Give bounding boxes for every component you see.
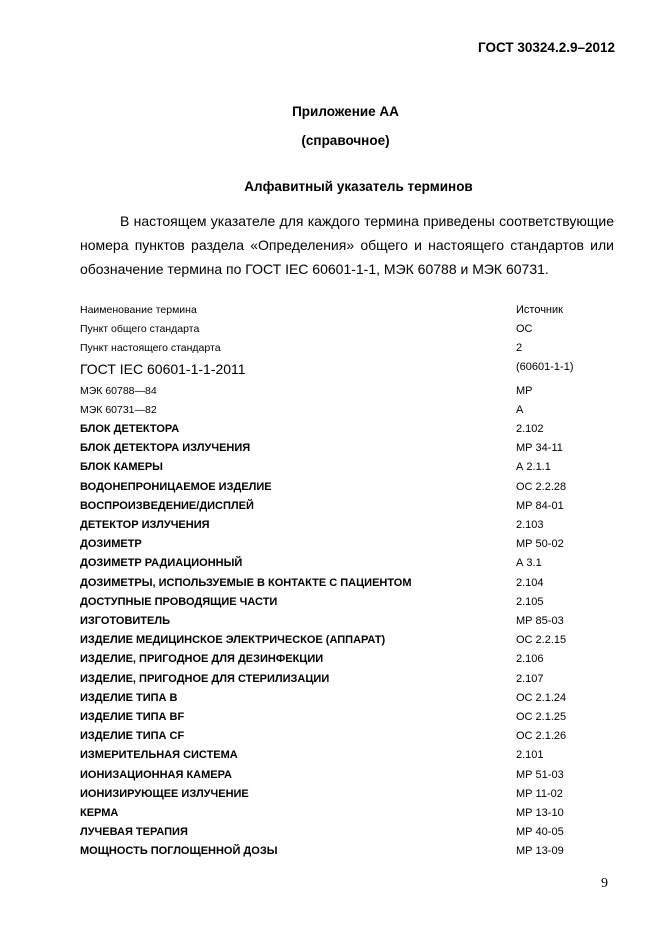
term-source: А bbox=[516, 404, 524, 416]
term-source: МР 84-01 bbox=[516, 499, 564, 512]
term-source: МР 40-05 bbox=[516, 826, 564, 839]
term-name: ИЗДЕЛИЕ ТИПА BF bbox=[80, 711, 185, 723]
term-row bbox=[80, 442, 620, 461]
term-name: ДОЗИМЕТРЫ, ИСПОЛЬЗУЕМЫЕ В КОНТАКТЕ С ПАЦИЕНТОМ bbox=[80, 576, 412, 589]
term-source: 2.102 bbox=[516, 423, 544, 435]
term-name: Пункт настоящего стандарта bbox=[80, 342, 221, 354]
legend-row bbox=[80, 304, 620, 323]
term-name: МЭК 60731—82 bbox=[80, 404, 157, 416]
term-row bbox=[80, 673, 620, 692]
term-row bbox=[80, 692, 620, 711]
term-source: МР 34-11 bbox=[516, 442, 563, 455]
term-row bbox=[80, 615, 620, 634]
term-name: ЛУЧЕВАЯ ТЕРАПИЯ bbox=[80, 826, 188, 839]
term-row bbox=[80, 538, 620, 557]
term-source: ОС 2.1.26 bbox=[516, 730, 567, 743]
term-source: (60601-1-1) bbox=[516, 361, 574, 373]
term-row bbox=[80, 481, 620, 500]
term-name: ИЗГОТОВИТЕЛЬ bbox=[80, 615, 170, 627]
term-row bbox=[80, 634, 620, 653]
term-row bbox=[80, 788, 620, 807]
term-source: МР 13-10 bbox=[516, 807, 564, 819]
term-name: КЕРМА bbox=[80, 807, 119, 819]
term-row bbox=[80, 730, 620, 749]
term-row bbox=[80, 500, 620, 519]
term-name: ИЗМЕРИТЕЛЬНАЯ СИСТЕМА bbox=[80, 749, 238, 762]
term-row bbox=[80, 577, 620, 596]
term-name: БЛОК КАМЕРЫ bbox=[80, 461, 163, 474]
term-row bbox=[80, 807, 620, 826]
term-name: БЛОК ДЕТЕКТОРА ИЗЛУЧЕНИЯ bbox=[80, 442, 251, 455]
term-name: БЛОК ДЕТЕКТОРА bbox=[80, 423, 180, 435]
term-name: ИЗДЕЛИЕ ТИПА В bbox=[80, 691, 178, 704]
term-source: ОС 2.1.24 bbox=[516, 691, 567, 704]
term-name: Пункт общего стандарта bbox=[80, 323, 200, 335]
term-name: ИОНИЗАЦИОННАЯ КАМЕРА bbox=[80, 768, 232, 781]
section-heading: Алфавитный указатель терминов bbox=[244, 179, 473, 194]
term-source: 2.104 bbox=[516, 576, 544, 589]
term-source: МР 51-03 bbox=[516, 768, 564, 781]
term-source: МР 11-02 bbox=[516, 787, 563, 800]
term-name: МЭК 60788—84 bbox=[80, 385, 157, 397]
term-row bbox=[80, 461, 620, 480]
term-row bbox=[80, 769, 620, 788]
term-row bbox=[80, 519, 620, 538]
legend-row bbox=[80, 361, 620, 380]
term-row bbox=[80, 423, 620, 442]
term-row bbox=[80, 557, 620, 576]
term-name: МОЩНОСТЬ ПОГЛОЩЕННОЙ ДОЗЫ bbox=[80, 845, 278, 858]
term-source: А 3.1 bbox=[516, 557, 542, 570]
term-name: Наименование термина bbox=[80, 304, 197, 316]
term-source: 2.106 bbox=[516, 653, 544, 666]
term-name: ГОСТ IEC 60601-1-1-2011 bbox=[80, 361, 246, 377]
term-name: ИЗДЕЛИЕ МЕДИЦИНСКОЕ ЭЛЕКТРИЧЕСКОЕ (АППАРАТ) bbox=[80, 634, 386, 647]
term-source: 2.103 bbox=[516, 519, 544, 531]
term-row bbox=[80, 596, 620, 615]
term-row bbox=[80, 826, 620, 845]
term-source: МР 85-03 bbox=[516, 615, 564, 627]
term-name: ИОНИЗИРУЮЩЕЕ ИЗЛУЧЕНИЕ bbox=[80, 787, 249, 800]
term-source: МР 50-02 bbox=[516, 538, 564, 551]
term-name: ВОСПРОИЗВЕДЕНИЕ/ДИСПЛЕЙ bbox=[80, 499, 254, 512]
term-name: ВОДОНЕПРОНИЦАЕМОЕ ИЗДЕЛИЕ bbox=[80, 480, 272, 493]
term-source: ОС 2.2.15 bbox=[516, 634, 567, 647]
page-number: 9 bbox=[601, 876, 608, 891]
term-name: ДОЗИМЕТР РАДИАЦИОННЫЙ bbox=[80, 557, 243, 570]
legend-row bbox=[80, 385, 620, 404]
term-source: 2.101 bbox=[516, 749, 544, 762]
term-name: ДЕТЕКТОР ИЗЛУЧЕНИЯ bbox=[80, 519, 210, 531]
appendix-title: Приложение АА bbox=[292, 104, 399, 119]
term-source: 2.105 bbox=[516, 595, 544, 608]
term-source: ОС 2.1.25 bbox=[516, 711, 567, 723]
term-source: МР bbox=[516, 385, 533, 397]
term-name: ИЗДЕЛИЕ ТИПА CF bbox=[80, 730, 185, 743]
term-row bbox=[80, 749, 620, 768]
term-source: ОС 2.2.28 bbox=[516, 480, 567, 493]
term-name: ДОЗИМЕТР bbox=[80, 538, 142, 551]
legend-row bbox=[80, 323, 620, 342]
term-source: Источник bbox=[516, 304, 563, 316]
legend-row bbox=[80, 342, 620, 361]
intro-paragraph: В настоящем указателе для каждого термина приведены соответствующие номера пунктов раздела «Определения» общего и настоящего стандартов или обозначение термина по ГОСТ IEC 60601-1-1, МЭК 60788 и МЭК 60731. bbox=[80, 213, 614, 277]
standard-header: ГОСТ 30324.2.9–2012 bbox=[478, 40, 615, 55]
term-source: ОС bbox=[516, 323, 533, 335]
term-source: А 2.1.1 bbox=[516, 461, 551, 474]
term-source: 2.107 bbox=[516, 672, 544, 685]
term-row bbox=[80, 711, 620, 730]
term-source: 2 bbox=[516, 342, 523, 354]
legend-row bbox=[80, 404, 620, 423]
term-source: МР 13-09 bbox=[516, 845, 564, 858]
term-name: ИЗДЕЛИЕ, ПРИГОДНОЕ ДЛЯ СТЕРИЛИЗАЦИИ bbox=[80, 672, 330, 685]
term-row bbox=[80, 653, 620, 672]
term-name: ИЗДЕЛИЕ, ПРИГОДНОЕ ДЛЯ ДЕЗИНФЕКЦИИ bbox=[80, 653, 324, 666]
appendix-type: (справочное) bbox=[301, 133, 390, 148]
term-row bbox=[80, 845, 620, 864]
term-name: ДОСТУПНЫЕ ПРОВОДЯЩИЕ ЧАСТИ bbox=[80, 595, 278, 608]
